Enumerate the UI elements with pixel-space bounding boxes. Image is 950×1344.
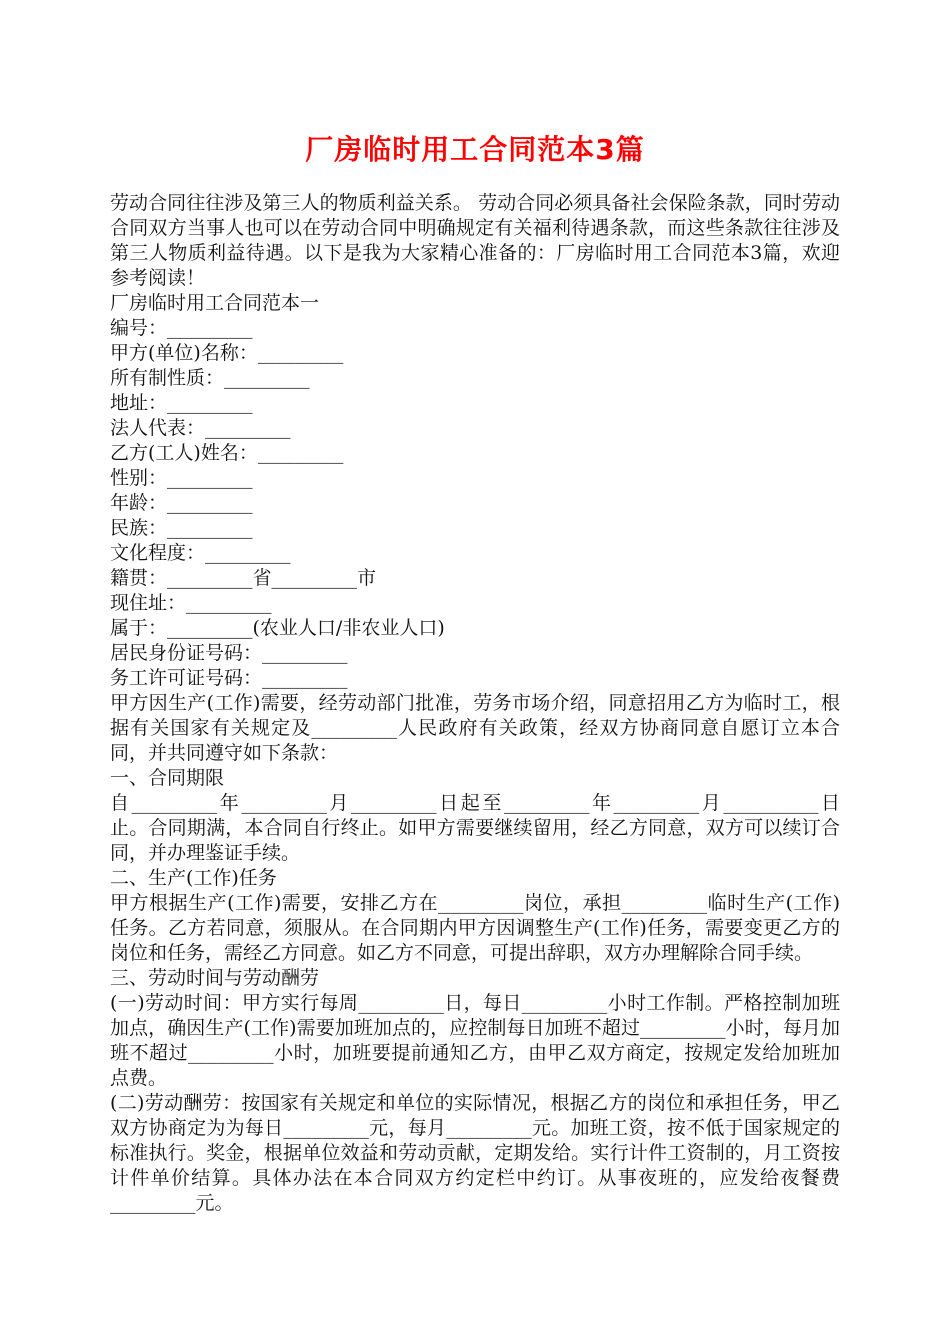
field-current-address: 现住址：_________ xyxy=(110,592,272,614)
preamble-paragraph: 甲方因生产(工作)需要，经劳动部门批准，劳务市场介绍，同意招用乙方为临时工，根据有关国家有关规定及_________人民政府有关政策，经双方协商同意自愿订立本合同，并共同遵守如下条款： xyxy=(110,692,840,764)
intro-paragraph: 劳动合同往往涉及第三人的物质利益关系。 劳动合同必须具备社会保险条款，同时劳动合同双方当事人也可以在劳动合同中明确规定有关福利待遇条款，而这些条款往往涉及第三人物质利益待遇。以下是我为大家精心准备的：厂房临时用工合同范本3篇，欢迎参考阅读！ xyxy=(110,192,840,289)
field-gender: 性别：_________ xyxy=(110,467,253,489)
field-party-b-name: 乙方(工人)姓名：_________ xyxy=(110,442,344,464)
field-list xyxy=(110,316,840,691)
field-education: 文化程度：_________ xyxy=(110,542,291,564)
clause-2-title: 二、生产(工作)任务 xyxy=(110,867,277,889)
clause-3-working-hours: (一)劳动时间：甲方实行每周_________日，每日_________小时工作制。严格控制加班加点，确因生产(工作)需要加班加点的，应控制每日加班不超过_________小时，每月加班不超过_________小时，加班要提前通知乙方，由甲乙双方商定，按规定发给加班加点费。 xyxy=(110,992,840,1089)
field-work-permit: 务工许可证号码：_________ xyxy=(110,667,348,689)
field-native-place: 籍贯：_________省_________市 xyxy=(110,567,377,589)
section-title: 厂房临时用工合同范本一 xyxy=(110,292,320,314)
field-ownership: 所有制性质：_________ xyxy=(110,367,310,389)
document-body xyxy=(110,191,840,1216)
field-age: 年龄：_________ xyxy=(110,492,253,514)
field-party-a-name: 甲方(单位)名称：_________ xyxy=(110,342,344,364)
field-household-type: 属于：_________(农业人口/非农业人口) xyxy=(110,617,445,639)
field-address: 地址：_________ xyxy=(110,392,253,414)
field-ethnicity: 民族：_________ xyxy=(110,517,253,539)
clause-3-title: 三、劳动时间与劳动酬劳 xyxy=(110,967,320,989)
clause-3-remuneration: (二)劳动酬劳：按国家有关规定和单位的实际情况，根据乙方的岗位和承担任务，甲乙双方协商定为为每日_________元，每月_________元。加班工资，按不低于国家规定的标准执行。奖金，根据单位效益和劳动贡献，定期发给。实行计件工资制的，月工资按计件单价结算。具体办法在本合同双方约定栏中约订。从事夜班的，应发给夜餐费_________元。 xyxy=(110,1092,840,1214)
clause-1-title: 一、合同期限 xyxy=(110,767,225,789)
field-number: 编号：_________ xyxy=(110,317,253,339)
field-legal-rep: 法人代表：_________ xyxy=(110,417,291,439)
document-title: 厂房临时用工合同范本3篇 xyxy=(305,133,645,166)
field-id-number: 居民身份证号码：_________ xyxy=(110,642,348,664)
clause-1-text: 自_________年_________月_________日起至_________年_________月__________日止。合同期满，本合同自行终止。如甲方需要继续留用，经乙方同意，双方可以续订合同，并办理鉴证手续。 xyxy=(110,792,840,864)
clause-2-text: 甲方根据生产(工作)需要，安排乙方在_________岗位，承担_________临时生产(工作)任务。乙方若同意，须服从。在合同期内甲方因调整生产(工作)任务，需要变更乙方的岗位和任务，需经乙方同意。如乙方不同意，可提出辞职，双方办理解除合同手续。 xyxy=(110,892,840,964)
